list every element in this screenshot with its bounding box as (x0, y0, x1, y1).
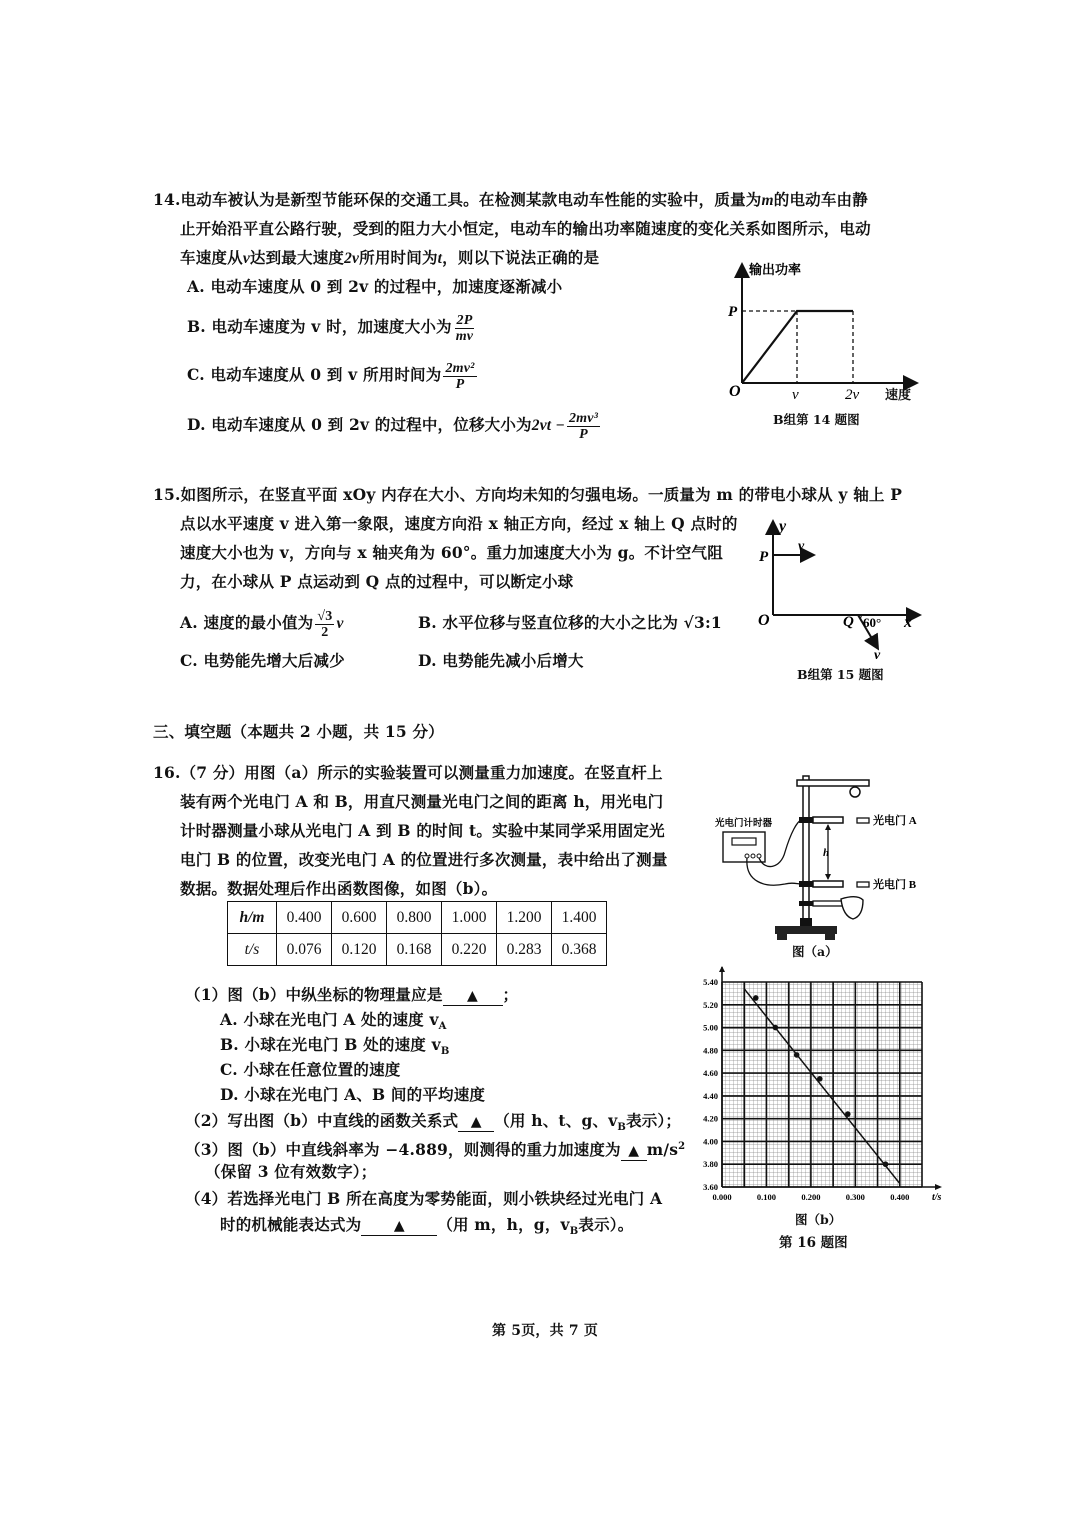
option-label: D. (187, 415, 206, 434)
gate-a-label: 光电门 A (873, 815, 917, 827)
gate-b-label: 光电门 B (873, 879, 917, 891)
answer-blank-4[interactable] (361, 1216, 437, 1236)
q14-text: 的电动车由静 (773, 190, 868, 209)
data-point (753, 995, 759, 1001)
table-row (228, 902, 607, 934)
q16-sub4-line1: （4）若选择光电门 B 所在高度为零势能面，则小铁块经过光电门 A (185, 1189, 663, 1208)
y-tick-label: 4.40 (703, 1090, 718, 1101)
sub4-hint: （用 m，h，g，v (437, 1215, 570, 1234)
y-tick-label: 3.60 (703, 1182, 718, 1192)
p-label: P (759, 549, 769, 565)
q14-text: ，则以下说法正确的是 (442, 248, 600, 267)
q16-sub3-note: （保留 3 位有效数字）； (205, 1162, 377, 1181)
q15-option-b[interactable] (418, 608, 722, 638)
x-tick-label: 0.200 (801, 1192, 821, 1202)
data-point (845, 1111, 851, 1117)
sub3-text: （3）图（b）中直线斜率为 −4.889，则测得的重力加速度为 (185, 1140, 621, 1160)
q15-number: 15. (153, 485, 181, 504)
clamp (799, 881, 813, 887)
q15-line-4 (180, 567, 573, 597)
origin-label: O (729, 383, 741, 400)
q16-line-3 (180, 816, 665, 846)
subscript: B (617, 1122, 627, 1134)
answer-blank-1[interactable] (443, 986, 503, 1006)
subscript: B (569, 1226, 579, 1238)
y-tick-label: 4.20 (703, 1113, 718, 1124)
option-text: 小球在光电门 A 处的速度 v (243, 1010, 439, 1029)
q16-text: 数据。数据处理后作出函数图像，如图（b）。 (180, 879, 498, 898)
data-point (794, 1052, 800, 1058)
data-point (817, 1076, 823, 1082)
var-t: t (437, 250, 443, 267)
table-cell: 0.368 (552, 934, 607, 966)
q-label: Q (843, 614, 854, 630)
q16-sub1 (185, 982, 518, 1008)
sub1-text: （1）图（b）中纵坐标的物理量应是 (185, 985, 443, 1004)
fraction (567, 411, 600, 442)
q16-text: （7 分）用图（a）所示的实验装置可以测量重力加速度。在竖直杆上 (180, 763, 663, 782)
q14-option-b[interactable] (187, 312, 477, 344)
v-label-q: v (874, 648, 881, 660)
table-cell: 0.120 (332, 934, 387, 966)
x-tick-label: 0.400 (890, 1192, 910, 1202)
measurement-table (227, 901, 607, 966)
var-v: v (336, 615, 344, 632)
q16-line-5 (180, 874, 497, 904)
q14-option-a[interactable] (187, 272, 562, 302)
gate-a-arm (813, 817, 843, 823)
q14-option-c[interactable] (187, 360, 479, 392)
base-foot (825, 934, 835, 940)
q15-text: 力，在小球从 P 点运动到 Q 点的过程中，可以断定小球 (180, 572, 574, 591)
var-v: v (242, 250, 250, 267)
table-cell: 0.076 (277, 934, 332, 966)
denominator: P (455, 376, 465, 392)
table-row (228, 934, 607, 966)
option-label: D. (418, 651, 437, 670)
table-cell: 1.200 (497, 902, 552, 934)
y-label: y (779, 518, 787, 535)
option-text: 小球在光电门 A、B 间的平均速度 (244, 1085, 486, 1104)
q15-line-2 (180, 509, 738, 539)
option-text: 小球在光电门 B 处的速度 v (244, 1035, 441, 1054)
q16-line-2 (180, 787, 663, 817)
table-cell: 1.000 (442, 902, 497, 934)
timer-label: 光电门计时器 (715, 819, 773, 829)
q16-chart (690, 965, 950, 1215)
q14-text: 电动车被认为是新型节能环保的交通工具。在检测某款电动车性能的实验中，质量为 (180, 190, 762, 209)
option-text: 电势能先增大后减少 (203, 651, 345, 670)
fraction (443, 361, 476, 392)
q14-line-1 (153, 185, 868, 216)
chart-grid (722, 982, 922, 1187)
table-cell: 0.400 (277, 902, 332, 934)
option-label: C. (220, 1060, 238, 1079)
answer-blank-3[interactable] (621, 1141, 647, 1161)
header-text: t/s (244, 940, 260, 958)
triangle-icon: ▲ (628, 1143, 640, 1160)
table-cell: 0.800 (387, 902, 442, 934)
option-text: 电动车速度为 v 时，加速度大小为 (211, 317, 452, 336)
q16-sub1-option-d[interactable] (220, 1082, 485, 1108)
punctuation: ； (502, 985, 519, 1004)
option-text: 电势能先减小后增大 (442, 651, 584, 670)
denominator: mv (455, 328, 474, 344)
q15-line-1 (153, 480, 902, 510)
option-text: 小球在任意位置的速度 (243, 1060, 401, 1079)
numerator: √3 (317, 608, 333, 624)
minor-grid (722, 982, 922, 1187)
table-cell: 1.400 (552, 902, 607, 934)
denominator: 2 (321, 624, 329, 640)
v-tick-label: v (792, 387, 799, 403)
x-tick-labels (712, 1192, 909, 1202)
ball-icon (850, 787, 860, 797)
row-header (228, 934, 277, 966)
p-label: P (728, 304, 738, 320)
q14-option-d[interactable] (187, 410, 602, 442)
option-label: D. (220, 1085, 239, 1104)
2v-tick-label: 2v (845, 387, 860, 403)
q14-figure-caption: B组第 14 题图 (773, 412, 860, 427)
unit: m/s (646, 1140, 679, 1160)
origin-label: O (758, 612, 770, 629)
y-tick-label: 4.80 (703, 1045, 718, 1056)
y-axis-label: 输出功率 (749, 262, 802, 277)
option-label: A. (220, 1010, 238, 1029)
fraction (454, 313, 476, 344)
fraction (315, 609, 334, 640)
option-text: 电动车速度从 0 到 2v 的过程中，位移大小为 (211, 415, 532, 434)
timer-knob (745, 854, 749, 858)
numerator: 2P (456, 312, 473, 328)
q16-text: 电门 B 的位置，改变光电门 A 的位置进行多次测量，表中给出了测量 (180, 850, 668, 869)
q15-line-3 (180, 538, 723, 568)
top-arm (797, 780, 869, 786)
q16-line-1 (153, 758, 663, 788)
x-axis-label: t/s (932, 1192, 942, 1203)
x-label: x (904, 614, 912, 631)
q15-option-a[interactable] (180, 608, 344, 640)
page-number: 第 5页，共 7 页 (492, 1323, 599, 1339)
data-point (773, 1025, 779, 1031)
q15-text: 点以水平速度 v 进入第一象限，速度方向沿 x 轴正方向，经过 x 轴上 Q 点时的 (180, 514, 738, 533)
q14-text: 达到最大速度 (249, 248, 345, 267)
var-m: m (761, 192, 774, 209)
q14-text: 所用时间为 (359, 248, 438, 267)
q15-option-c[interactable] (180, 646, 345, 676)
base-post (800, 918, 812, 926)
q15-coordinate-diagram (750, 515, 930, 660)
x-tick-label: 0.100 (756, 1192, 777, 1202)
sub4-text: 时的机械能表达式为 (220, 1215, 362, 1234)
option-label: B. (418, 613, 437, 632)
option-label: B. (187, 317, 206, 336)
clamp (799, 817, 813, 823)
q16-number: 16. (153, 763, 181, 782)
option-text: 水平位移与竖直位移的大小之比为 √3:1 (442, 613, 722, 632)
option-label: A. (180, 613, 198, 632)
option-label: A. (187, 277, 205, 296)
clamp (799, 901, 813, 906)
q15-option-d[interactable] (418, 646, 584, 676)
option-label: C. (180, 651, 198, 670)
triangle-icon: ▲ (470, 1114, 482, 1130)
sub2-hint: （用 h、t、g、v (494, 1111, 618, 1130)
option-text: 速度的最小值为 (203, 613, 314, 632)
cup-arm (813, 901, 843, 906)
gate-b-arm (813, 881, 843, 887)
catch-cup-icon (841, 897, 863, 919)
base-plate (775, 926, 837, 934)
table-cell: 0.220 (442, 934, 497, 966)
subscript: B (440, 1046, 450, 1058)
gate-b-icon (857, 882, 869, 887)
y-tick-labels (703, 977, 718, 1192)
triangle-icon: ▲ (393, 1218, 405, 1234)
triangle-icon: ▲ (467, 988, 479, 1004)
h-label: h (823, 847, 830, 859)
q16-sub1-option-c[interactable] (220, 1057, 401, 1083)
q15-text: 速度大小也为 v，方向与 x 轴夹角为 60°。重力加速度大小为 g。不计空气阻 (180, 543, 723, 562)
figure-b-caption: 图（b） (795, 1212, 842, 1227)
data-point (883, 1161, 889, 1167)
q16-text: 装有两个光电门 A 和 B，用直尺测量光电门之间的距离 h，用光电门 (180, 792, 664, 811)
numerator: 2mv³ (568, 410, 599, 426)
q14-line-3 (180, 243, 599, 274)
y-tick-label: 4.60 (703, 1068, 718, 1079)
option-label: C. (187, 365, 205, 384)
header-text: h/m (239, 908, 265, 926)
option-text: 电动车速度从 0 到 v 所用时间为 (210, 365, 442, 384)
table-cell: 0.600 (332, 902, 387, 934)
figure-a-caption: 图（a） (792, 944, 838, 959)
q14-text: 止开始沿平直公路行驶，受到的阻力大小恒定，电动车的输出功率随速度的变化关系如图所示，电动 (180, 219, 871, 238)
sub2-end: 表示）； (626, 1111, 682, 1130)
gate-a-icon (857, 818, 869, 823)
expression: 2vt − (531, 417, 565, 434)
superscript: 2 (678, 1141, 686, 1152)
q15-figure-caption: B组第 15 题图 (797, 667, 884, 682)
x-axis-label: 速度 (885, 388, 912, 403)
q16-apparatus-figure (705, 772, 935, 942)
sub4-end: 表示）。 (578, 1215, 634, 1234)
table-cell: 0.283 (497, 934, 552, 966)
v-label-p: v (798, 539, 805, 554)
y-tick-label: 5.40 (703, 977, 718, 987)
x-tick-label: 0.300 (845, 1192, 865, 1202)
x-axis-arrow (935, 1184, 942, 1190)
y-tick-label: 5.00 (703, 1022, 718, 1033)
angle-label: 60° (863, 615, 882, 630)
denominator: P (579, 426, 588, 442)
section-title: 三、填空题（本题共 2 小题，共 15 分） (153, 722, 444, 741)
timer-knob (757, 854, 761, 858)
q16-text: 计时器测量小球从光电门 A 到 B 的时间 t。实验中某同学采用固定光 (180, 821, 665, 840)
var-2v: 2v (344, 250, 360, 267)
q16-figure-caption: 第 16 题图 (779, 1235, 848, 1251)
y-tick-label: 3.80 (703, 1159, 718, 1170)
numerator: 2mv² (445, 360, 475, 376)
base-foot (777, 934, 787, 940)
subscript: A (438, 1021, 447, 1033)
q14-text: 车速度从 (180, 248, 243, 267)
answer-blank-2[interactable] (458, 1112, 494, 1132)
q14-line-2 (180, 214, 871, 244)
q15-text: 如图所示，在竖直平面 xOy 内存在大小、方向均未知的匀强电场。一质量为 m 的带电小球从 y 轴上 P (180, 485, 903, 504)
y-tick-label: 5.20 (703, 999, 718, 1010)
q16-sub4-line2 (220, 1212, 633, 1245)
timer-knob (751, 854, 755, 858)
y-axis-arrow (719, 966, 725, 972)
x-tick-label: 0.000 (712, 1192, 732, 1202)
q14-power-speed-graph (725, 258, 925, 403)
option-label: B. (220, 1035, 239, 1054)
option-text: 电动车速度从 0 到 2v 的过程中，加速度逐渐减小 (210, 277, 563, 296)
q14-number: 14. (153, 190, 181, 209)
timer-display (732, 838, 756, 845)
table-cell: 0.168 (387, 934, 442, 966)
sub2-text: （2）写出图（b）中直线的函数关系式 (185, 1111, 459, 1130)
q16-line-4 (180, 845, 668, 875)
y-tick-label: 4.00 (703, 1136, 718, 1147)
row-header (228, 902, 277, 934)
